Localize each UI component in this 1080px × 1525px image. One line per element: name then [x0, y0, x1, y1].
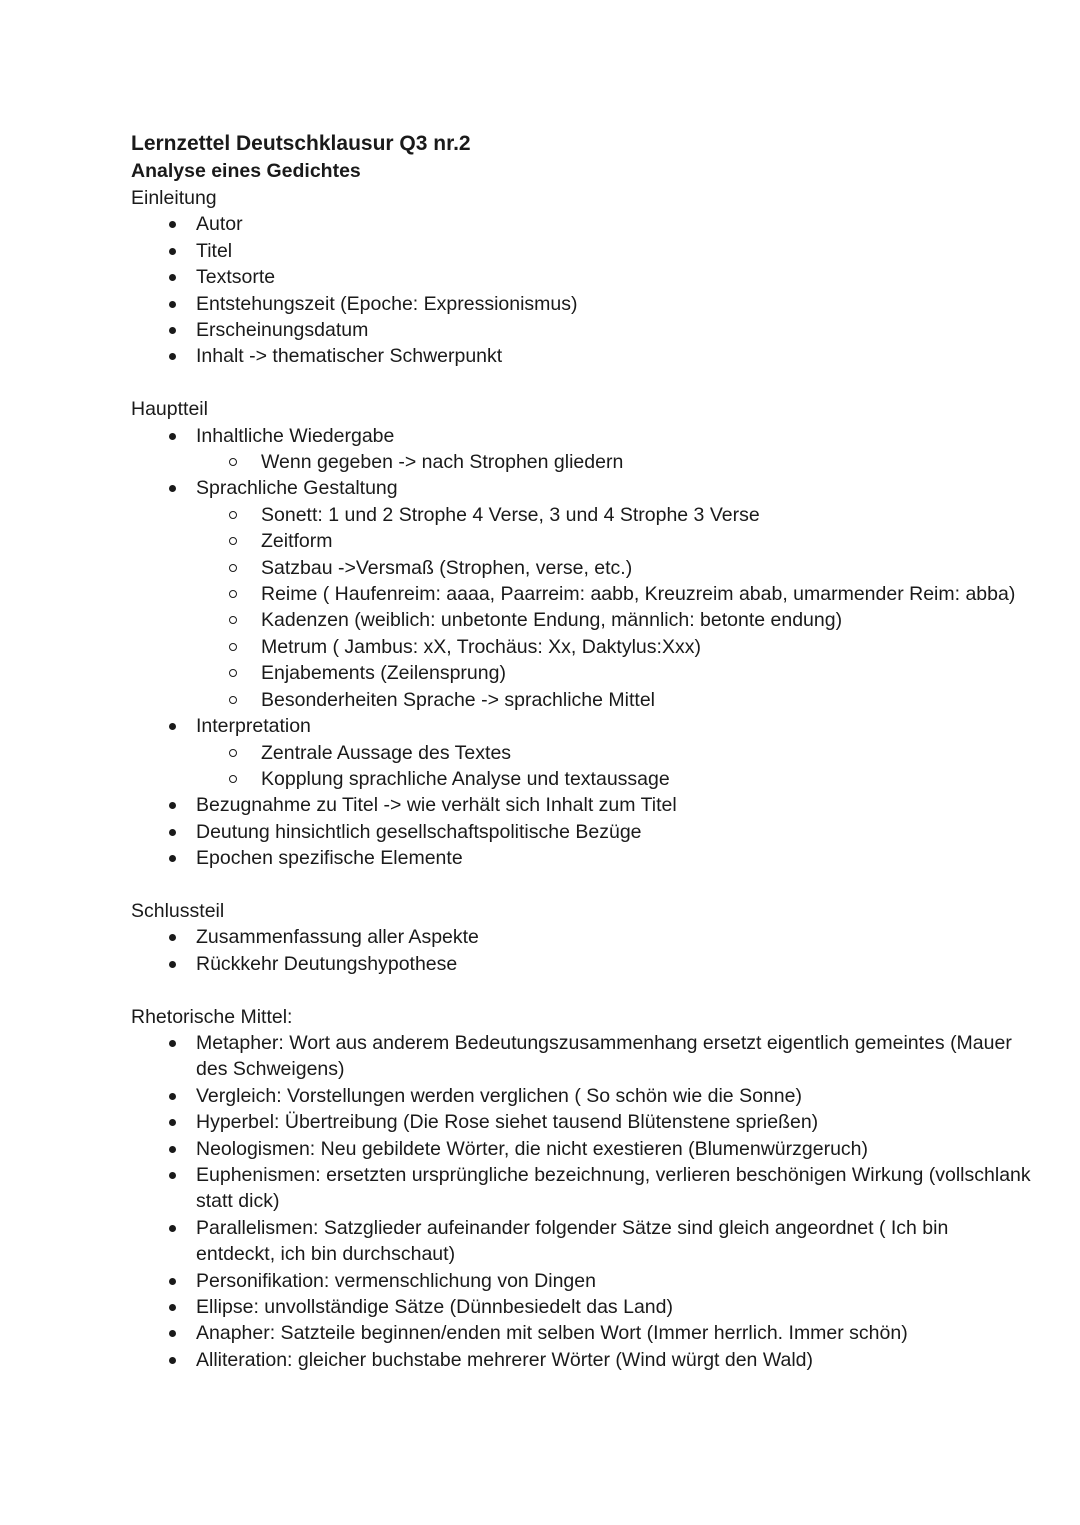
list-item-inhalt	[131, 423, 1031, 476]
rhetorik-list	[131, 1030, 1031, 1373]
list-item: Textsorte	[131, 264, 1031, 290]
list-item-deutung: Deutung hinsichtlich gesellschaftspolitische Bezüge	[131, 819, 1031, 845]
schlussteil-list	[131, 924, 1031, 977]
list-item: Erscheinungsdatum	[131, 317, 1031, 343]
section-heading-schlussteil: Schlussteil	[131, 899, 225, 922]
list-item: Hyperbel: Übertreibung (Die Rose siehet tausend Blütenstene sprießen)	[131, 1109, 1031, 1135]
list-item: Zusammenfassung aller Aspekte	[131, 924, 1031, 950]
list-item: Autor	[131, 211, 1031, 237]
list-item: Titel	[131, 238, 1031, 264]
sublist-item: Kadenzen (weiblich: unbetonte Endung, männlich: betonte endung)	[196, 607, 1031, 633]
list-item-label: Inhaltliche Wiedergabe	[196, 424, 395, 447]
interpretation-sublist	[196, 740, 1031, 793]
sublist-item: Enjabements (Zeilensprung)	[196, 660, 1031, 686]
section-heading-hauptteil: Hauptteil	[131, 398, 208, 421]
list-item-bezug: Bezugnahme zu Titel -> wie verhält sich Inhalt zum Titel	[131, 792, 1031, 818]
list-item: Anapher: Satzteile beginnen/enden mit selben Wort (Immer herrlich. Immer schön)	[131, 1320, 1031, 1346]
document-title: Lernzettel Deutschklausur Q3 nr.2	[131, 132, 471, 155]
sublist-item: Wenn gegeben -> nach Strophen gliedern	[196, 449, 1031, 475]
list-item: Parallelismen: Satzglieder aufeinander folgender Sätze sind gleich angeordnet ( Ich bin entdeckt, ich bin durchschaut)	[131, 1215, 1031, 1268]
list-item: Ellipse: unvollständige Sätze (Dünnbesiedelt das Land)	[131, 1294, 1031, 1320]
sublist-item: Besonderheiten Sprache -> sprachliche Mittel	[196, 687, 1031, 713]
list-item: Rückkehr Deutungshypothese	[131, 951, 1031, 977]
list-item: Inhalt -> thematischer Schwerpunkt	[131, 343, 1031, 369]
hauptteil-list	[131, 423, 1031, 872]
list-item: Vergleich: Vorstellungen werden verglichen ( So schön wie die Sonne)	[131, 1083, 1031, 1109]
list-item-interpretation	[131, 713, 1031, 792]
document-page	[131, 130, 1031, 1373]
sprache-sublist	[196, 502, 1031, 713]
list-item: Personifikation: vermenschlichung von Dingen	[131, 1268, 1031, 1294]
sublist-item: Metrum ( Jambus: xX, Trochäus: Xx, Daktylus:Xxx)	[196, 634, 1031, 660]
inhalt-sublist	[196, 449, 1031, 475]
spacer	[131, 872, 1031, 898]
list-item-label: Sprachliche Gestaltung	[196, 477, 398, 500]
section-heading-einleitung: Einleitung	[131, 187, 217, 209]
document-subtitle: Analyse eines Gedichtes	[131, 160, 361, 182]
list-item: Neologismen: Neu gebildete Wörter, die nicht exestieren (Blumenwürzgeruch)	[131, 1136, 1031, 1162]
list-item-label: Interpretation	[196, 715, 311, 738]
list-item-sprache	[131, 475, 1031, 713]
sublist-item: Zentrale Aussage des Textes	[196, 740, 1031, 766]
sublist-item: Reime ( Haufenreim: aaaa, Paarreim: aabb, Kreuzreim abab, umarmender Reim: abba)	[196, 581, 1031, 607]
sublist-item: Satzbau ->Versmaß (Strophen, verse, etc.)	[196, 555, 1031, 581]
sublist-item: Sonett: 1 und 2 Strophe 4 Verse, 3 und 4 Strophe 3 Verse	[196, 502, 1031, 528]
spacer	[131, 370, 1031, 396]
list-item: Entstehungszeit (Epoche: Expressionismus)	[131, 291, 1031, 317]
sublist-item: Kopplung sprachliche Analyse und textaussage	[196, 766, 1031, 792]
spacer	[131, 977, 1031, 1003]
einleitung-list	[131, 211, 1031, 369]
section-heading-rhetorik: Rhetorische Mittel:	[131, 1005, 293, 1028]
list-item-epochen: Epochen spezifische Elemente	[131, 845, 1031, 871]
sublist-item: Zeitform	[196, 528, 1031, 554]
list-item: Metapher: Wort aus anderem Bedeutungszusammenhang ersetzt eigentlich gemeintes (Mauer des Schweigens)	[131, 1030, 1031, 1083]
list-item: Alliteration: gleicher buchstabe mehrerer Wörter (Wind würgt den Wald)	[131, 1347, 1031, 1373]
list-item: Euphenismen: ersetzten ursprüngliche bezeichnung, verlieren beschönigen Wirkung (vollschlank statt dick)	[131, 1162, 1031, 1215]
